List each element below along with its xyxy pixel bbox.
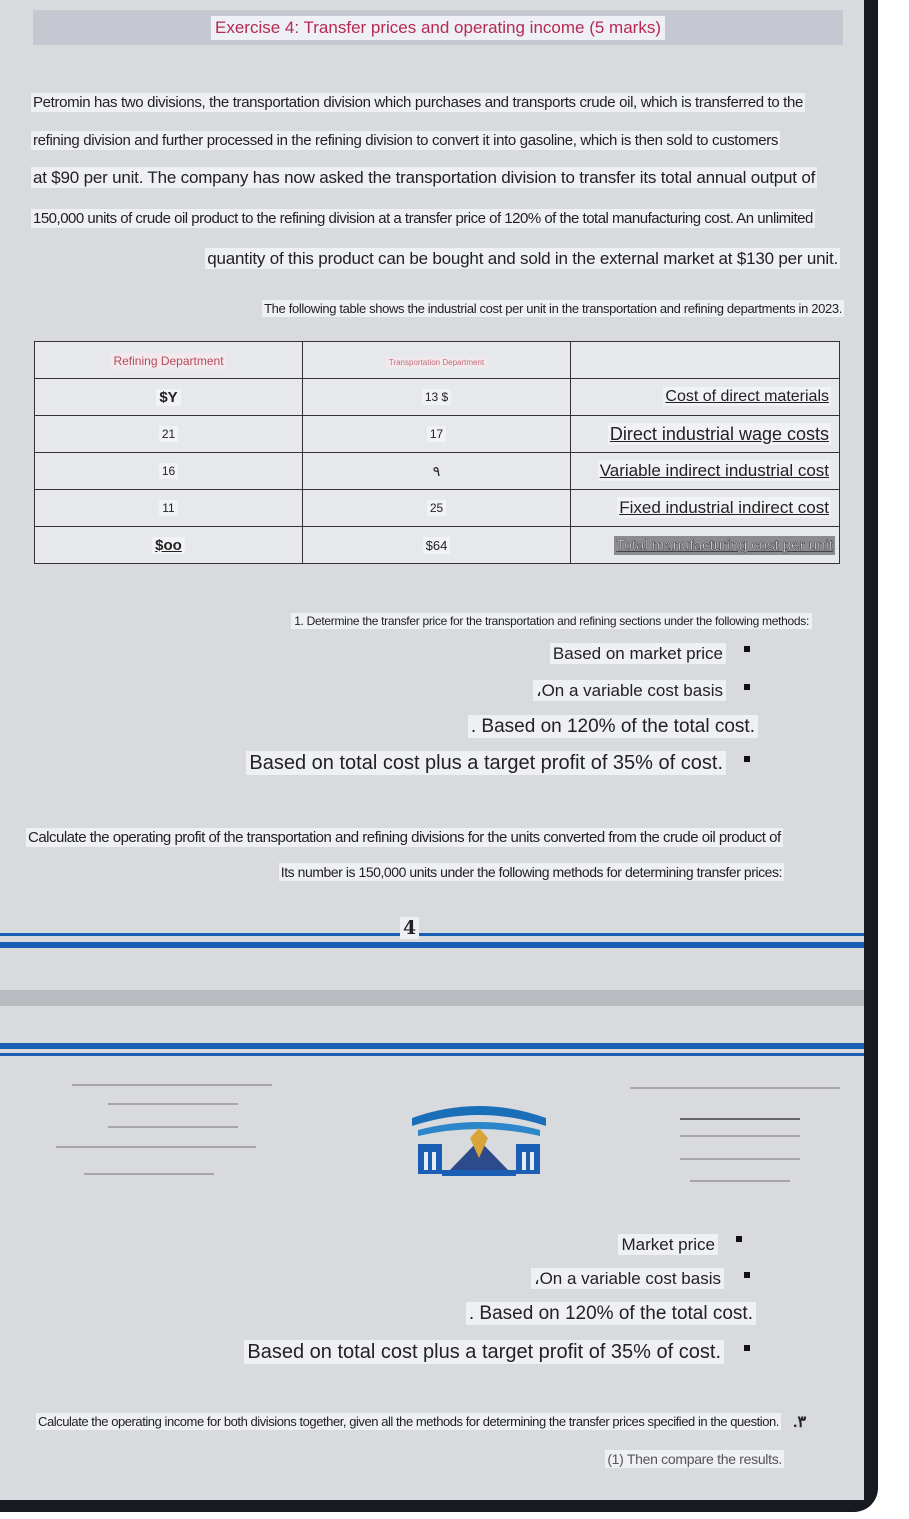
bullet-square-icon [744, 646, 750, 652]
intro-line: refining division and further processed in the refining division to convert it into gasoline, which is then sold to customers [33, 132, 779, 149]
faded-text [630, 1087, 840, 1089]
faded-text [72, 1084, 272, 1086]
transportation-cell: ٩ [432, 462, 441, 479]
refining-cell: 21 [159, 426, 178, 442]
q2-option: Based on total cost plus a target profit of 35% of cost. [244, 1341, 724, 1364]
intro-line: 150,000 units of crude oil product to the refining division at a transfer price of 120% of the total manufacturing cost. An unlimited [33, 210, 813, 227]
table-header-row [35, 342, 840, 379]
q1-option: . Based on 120% of the total cost. [468, 716, 758, 738]
bullet-square-icon [744, 684, 750, 690]
bullet-square-icon [736, 1236, 742, 1242]
transportation-cell: $64 [423, 537, 451, 554]
refining-cell: 16 [159, 463, 178, 479]
cost-table [34, 341, 840, 564]
table-caption: The following table shows the industrial cost per unit in the transportation and refining departments in 2023. [264, 301, 842, 316]
table-row [35, 527, 840, 564]
question-1-prompt: 1. Determine the transfer price for the transportation and refining sections under the following methods: [291, 612, 812, 630]
faded-text [680, 1158, 800, 1160]
divider-line [0, 942, 864, 948]
exercise-title: Exercise 4: Transfer prices and operating income (5 marks) [211, 16, 665, 40]
faded-text [690, 1180, 790, 1182]
transportation-header: Transportation Department [386, 357, 487, 368]
bullet-square-icon [744, 1345, 750, 1351]
transportation-cell: 13 $ [422, 389, 451, 405]
row-label: Direct industrial wage costs [609, 423, 829, 444]
faded-text [108, 1126, 238, 1128]
exercise-title-bar [33, 10, 843, 45]
row-label-total: Total manufacturing cost per unit [616, 536, 833, 554]
faded-text [84, 1173, 214, 1175]
transportation-cell: 25 [427, 500, 446, 516]
row-label: Fixed industrial indirect cost [619, 498, 829, 517]
intro-line: quantity of this product can be bought and sold in the external market at $130 per unit. [207, 249, 838, 268]
institution-logo-icon [410, 1100, 548, 1180]
question-2-line: Its number is 150,000 units under the following methods for determining transfer prices: [280, 864, 782, 880]
bullet-square-icon [744, 756, 750, 762]
intro-line: Petromin has two divisions, the transportation division which purchases and transports crude oil, which is transferred to the [33, 94, 803, 111]
refining-cell: $oo [152, 537, 185, 554]
refining-header: Refining Department [110, 353, 226, 369]
q1-option: Based on total cost plus a target profit of 35% of cost. [246, 752, 726, 775]
refining-cell: 11 [159, 500, 177, 516]
intro-line: at $90 per unit. The company has now asked the transportation division to transfer its total annual output of [33, 168, 816, 187]
faded-text [56, 1146, 256, 1148]
transportation-cell: 17 [427, 426, 446, 442]
faded-text [108, 1103, 238, 1105]
page-number: 4 [400, 917, 419, 939]
row-label: Variable indirect industrial cost [599, 461, 829, 480]
table-row [35, 453, 840, 490]
bullet-square-icon [744, 1272, 750, 1278]
question-3-number: .٣ [793, 1414, 807, 1431]
divider-line [0, 1053, 864, 1056]
question-3-note: (1) Then compare the results. [607, 1451, 782, 1467]
question-3-text: Calculate the operating income for both divisions together, given all the methods for determining the transfer prices specified in the question. [38, 1414, 779, 1429]
faded-text [680, 1118, 800, 1120]
table-row [35, 490, 840, 527]
row-label: Cost of direct materials [665, 388, 829, 405]
divider-line [0, 933, 864, 936]
q2-option: Market price [618, 1235, 718, 1255]
page-break [0, 990, 864, 1006]
divider-line [0, 1043, 864, 1049]
q2-option: . Based on 120% of the total cost. [466, 1303, 756, 1325]
table-row [35, 416, 840, 453]
table-row [35, 379, 840, 416]
q1-option: Based on market price [550, 644, 726, 664]
q1-option: ،On a variable cost basis [533, 681, 726, 701]
question-2-line: Calculate the operating profit of the transportation and refining divisions for the units converted from the crude oil product of [28, 829, 781, 846]
refining-cell: $Y [156, 389, 180, 406]
q2-option: ،On a variable cost basis [531, 1269, 724, 1289]
faded-text [680, 1135, 800, 1137]
